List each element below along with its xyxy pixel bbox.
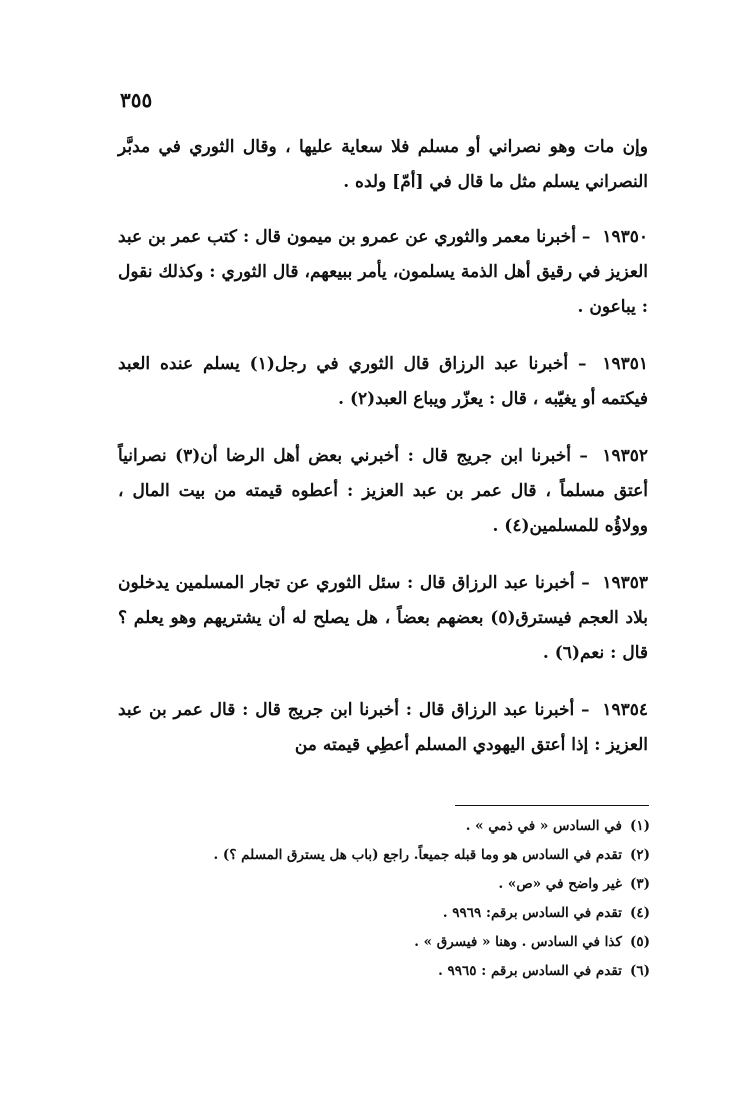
footnotes (150, 812, 650, 986)
hadith-text: – أخبرنا عبد الرزاق قال : أخبرنا ابن جريج قال : قال عمر بن عبد العزيز : إذا أعتق اليهودي المسلم أعطِي قيمته من (118, 700, 648, 755)
footnote (150, 812, 650, 841)
footnote-divider (455, 805, 649, 806)
footnote-mark: (٢) (629, 847, 650, 863)
hadith-text: – أخبرنا ابن جريج قال : أخبرني بعض أهل الرضا أن(٣) نصرانياً أعتق مسلماً ، قال عمر بن عبد العزيز : أعطوه قيمته من بيت المال ، وولاؤُه للمسلمين(٤) . (118, 446, 648, 536)
footnote-text: في السادس « في ذمي » . (465, 818, 622, 834)
footnote-text: تقدم في السادس برقم : ٩٩٦٥ . (438, 963, 622, 979)
footnote (150, 957, 650, 986)
footnote-mark: (٥) (629, 934, 650, 950)
hadith-entry (118, 439, 648, 544)
footnote-mark: (٦) (629, 963, 650, 979)
footnote (150, 928, 650, 957)
hadith-entry (118, 693, 648, 763)
intro-paragraph: وإن مات وهو نصراني أو مسلم فلا سعاية عليها ، وقال الثوري في مدبَّر النصراني يسلم مثل ما قال في [أمّ] ولده . (118, 137, 648, 192)
hadith-text: – أخبرنا عبد الرزاق قال الثوري في رجل(١) يسلم عنده العبد فيكتمه أو يغيّبه ، قال : يعزّر ويباع العبد(٢) . (118, 354, 648, 409)
footnote-mark: (١) (629, 818, 650, 834)
hadith-number: ١٩٣٥٢ (602, 446, 648, 466)
hadith-text: – أخبرنا عبد الرزاق قال : سئل الثوري عن تجار المسلمين يدخلون بلاد العجم فيسترق(٥) بعضهم بعضاً ، هل يصلح له أن يشتريهم وهو يعلم ؟ قال : نعم(٦) . (118, 573, 649, 663)
hadith-entry (118, 347, 648, 417)
hadith-number: ١٩٣٥٠ (602, 227, 648, 247)
footnote-text: تقدم في السادس هو وما قبله جميعاً. راجع (باب هل يسترق المسلم ؟) . (213, 847, 622, 863)
hadith-number: ١٩٣٥٣ (602, 573, 649, 593)
footnote-text: تقدم في السادس برقم: ٩٩٦٩ . (442, 905, 622, 921)
hadith-entry (118, 220, 648, 325)
footnote-mark: (٤) (629, 905, 650, 921)
hadith-number: ١٩٣٥١ (602, 354, 648, 374)
page-number: ٣٥٥ (120, 88, 153, 112)
hadith-text: – أخبرنا معمر والثوري عن عمرو بن ميمون قال : كتب عمر بن عبد العزيز في رقيق أهل الذمة يسلمون، يأمر ببيعهم، قال الثوري : وكذلك نقول : يباعون . (118, 227, 648, 317)
footnote-mark: (٣) (629, 876, 650, 892)
footnote (150, 899, 650, 928)
footnote (150, 870, 650, 899)
hadith-entry (118, 566, 648, 671)
footnote-text: كذا في السادس . وهنا « فيسرق » . (414, 934, 622, 950)
hadith-number: ١٩٣٥٤ (602, 700, 649, 720)
footnote (150, 841, 650, 870)
main-text (118, 130, 648, 785)
footnote-text: غير واضح في «ص» . (498, 876, 622, 892)
